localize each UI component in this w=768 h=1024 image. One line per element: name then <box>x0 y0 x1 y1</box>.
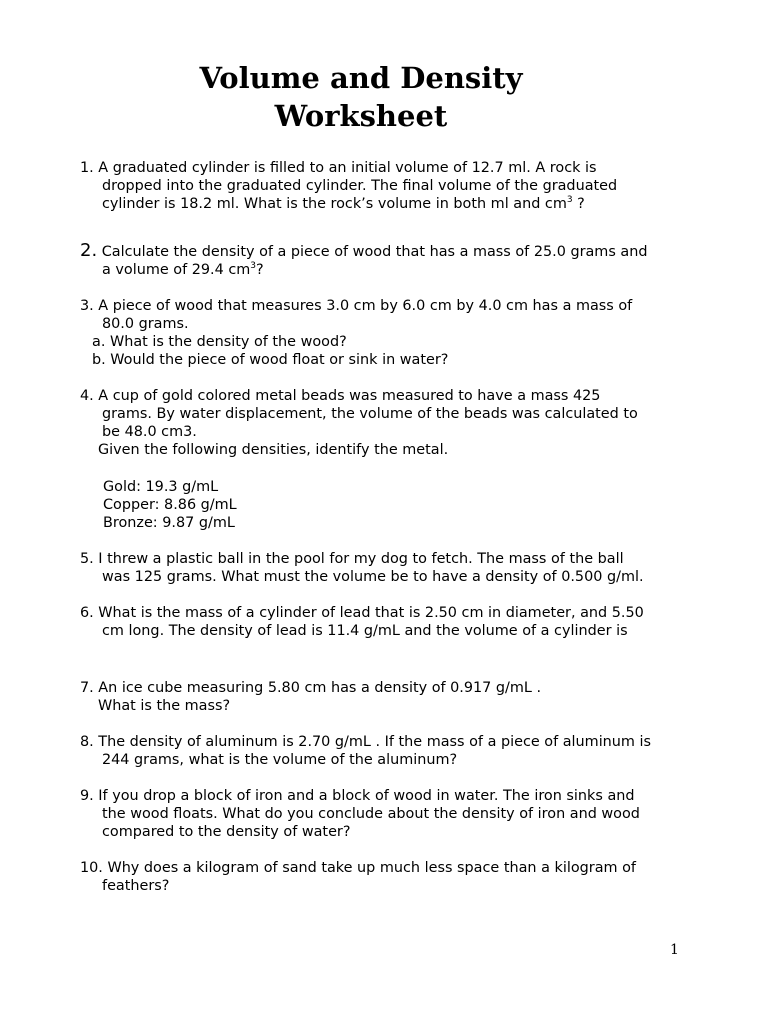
question-2-line-2 <box>80 261 700 279</box>
question-8-line-2: 244 grams, what is the volume of the aluminum? <box>102 752 458 768</box>
question-4-line-1: 4. A cup of gold colored metal beads was measured to have a mass 425 <box>80 388 601 404</box>
page-title-line1: Volume and Density <box>199 61 523 95</box>
question-7 <box>80 679 700 715</box>
question-3-part-a: a. What is the density of the wood? <box>92 334 347 350</box>
question-2-line-2-text: a volume of 29.4 cm <box>102 262 251 278</box>
question-1-line-2: dropped into the graduated cylinder. The final volume of the graduated <box>102 178 618 194</box>
question-5-line-2: was 125 grams. What must the volume be to have a density of 0.500 g/ml. <box>102 569 644 585</box>
superscript-3: 3 <box>566 195 573 205</box>
question-9-line-2: the wood floats. What do you conclude about the density of iron and wood <box>102 806 640 822</box>
question-1-line-1: 1. A graduated cylinder is filled to an initial volume of 12.7 ml. A rock is <box>80 160 597 176</box>
superscript-3: 3 <box>250 261 257 271</box>
question-10-line-1: 10. Why does a kilogram of sand take up much less space than a kilogram of <box>80 860 636 876</box>
question-5 <box>80 550 700 586</box>
question-3 <box>80 297 700 369</box>
question-9-line-3: compared to the density of water? <box>102 824 351 840</box>
question-2 <box>80 242 700 279</box>
question-7-line-2: What is the mass? <box>98 698 231 714</box>
question-1 <box>80 159 700 213</box>
question-1-line-3-text: cylinder is 18.2 ml. What is the rock’s volume in both ml and cm <box>102 196 567 212</box>
question-3-line-1: 3. A piece of wood that measures 3.0 cm by 6.0 cm by 4.0 cm has a mass of <box>80 298 633 314</box>
question-7-line-1: 7. An ice cube measuring 5.80 cm has a density of 0.917 g/mL . <box>80 680 542 696</box>
page-title-line2: Worksheet <box>274 99 448 133</box>
question-4-line-2: grams. By water displacement, the volume of the beads was calculated to <box>102 406 638 422</box>
question-6 <box>80 604 700 640</box>
question-6-line-2: cm long. The density of lead is 11.4 g/mL and the volume of a cylinder is <box>102 623 628 639</box>
question-1-line-3-end: ? <box>572 196 585 212</box>
question-4 <box>80 387 700 459</box>
question-3-part-b: b. Would the piece of wood float or sink in water? <box>92 352 449 368</box>
question-2-line-2-end: ? <box>256 262 264 278</box>
question-4-line-3: be 48.0 cm3. <box>102 424 197 440</box>
question-9-line-1: 9. If you drop a block of iron and a block of wood in water. The iron sinks and <box>80 788 635 804</box>
question-4-line-4: Given the following densities, identify the metal. <box>98 442 449 458</box>
question-6-line-1: 6. What is the mass of a cylinder of lead that is 2.50 cm in diameter, and 5.50 <box>80 605 644 621</box>
question-2-number: 2. <box>80 240 98 261</box>
question-8 <box>80 733 700 769</box>
question-9 <box>80 787 700 841</box>
metal-density-gold: Gold: 19.3 g/mL <box>103 479 219 495</box>
metal-density-bronze: Bronze: 9.87 g/mL <box>103 515 235 531</box>
page-number: 1 <box>670 942 679 958</box>
question-3-line-2: 80.0 grams. <box>102 316 189 332</box>
question-10 <box>80 859 700 895</box>
question-8-line-1: 8. The density of aluminum is 2.70 g/mL . If the mass of a piece of aluminum is <box>80 734 652 750</box>
question-5-line-1: 5. I threw a plastic ball in the pool for my dog to fetch. The mass of the ball <box>80 551 624 567</box>
question-2-line-1 <box>80 242 700 261</box>
question-2-line-1-text: Calculate the density of a piece of wood that has a mass of 25.0 grams and <box>97 244 648 260</box>
metal-density-copper: Copper: 8.86 g/mL <box>103 497 237 513</box>
question-1-line-3 <box>80 195 700 213</box>
question-10-line-2: feathers? <box>102 878 170 894</box>
metal-density-list <box>80 478 700 532</box>
